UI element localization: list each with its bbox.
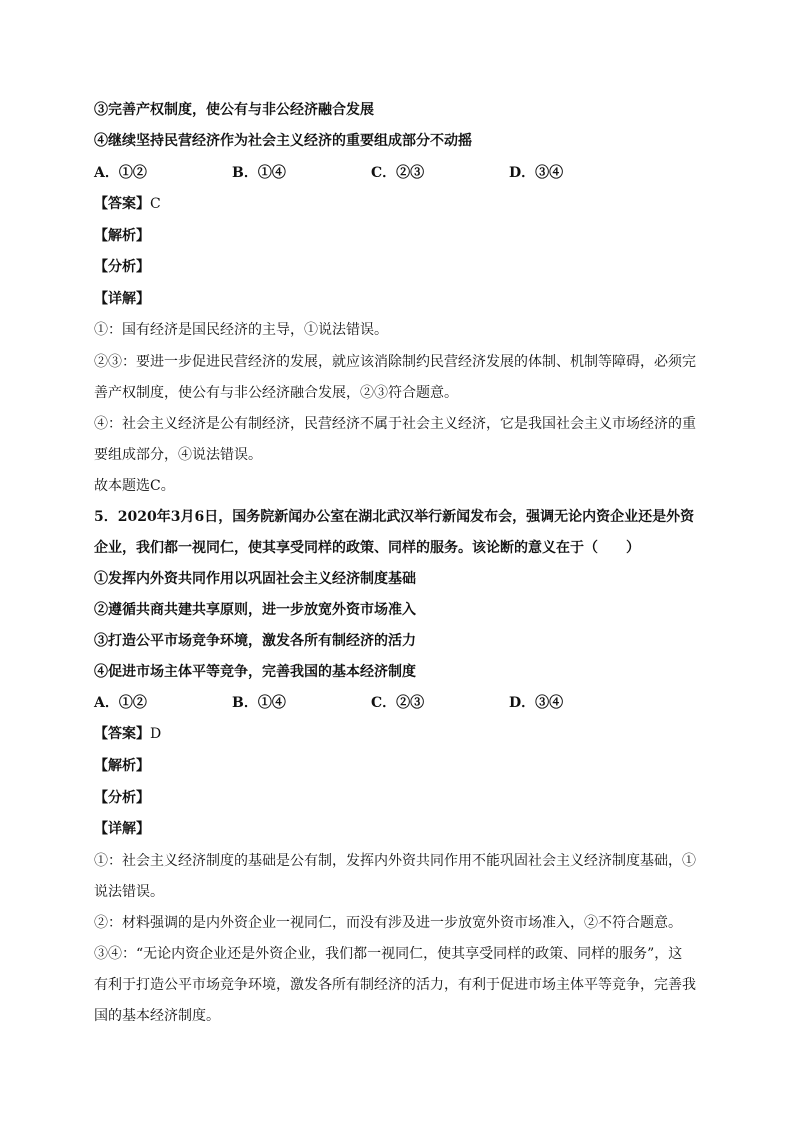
q5-option-b: B．①④ [232, 695, 286, 711]
q5-answer-value: D [150, 726, 162, 742]
q5-statement-4: ④促进市场主体平等竞争，完善我国的基本经济制度 [94, 664, 416, 680]
q4-statement-4: ④继续坚持民营经济作为社会主义经济的重要组成部分不动摇 [94, 133, 472, 149]
q5-answer [94, 724, 700, 744]
q4-answer-value: C [150, 196, 161, 212]
q4-answer-label: 【答案】 [94, 196, 150, 212]
q4-detail-line: 要组成部分，④说法错误。 [94, 447, 262, 463]
q4-option-c: C．②③ [371, 165, 425, 181]
q4-answer [94, 194, 700, 214]
q4-detail-line: ①：国有经济是国民经济的主导，①说法错误。 [94, 322, 388, 338]
q4-statement-3: ③完善产权制度，使公有与非公经济融合发展 [94, 102, 374, 118]
q5-detail-line: ①：社会主义经济制度的基础是公有制，发挥内外资共同作用不能巩固社会主义经济制度基础，① [94, 853, 696, 869]
q5-option-a: A．①② [94, 695, 147, 711]
q4-detail-line: ④：社会主义经济是公有制经济，民营经济不属于社会主义经济，它是我国社会主义市场经济的重 [94, 416, 696, 432]
q5-detail-label: 【详解】 [94, 821, 150, 837]
q5-detail-line: ③④：“无论内资企业还是外资企业，我们都一视同仁，使其享受同样的政策、同样的服务”，这 [94, 946, 683, 962]
q5-statement-1: ①发挥内外资共同作用以巩固社会主义经济制度基础 [94, 571, 416, 587]
q5-stem-line: 企业，我们都一视同仁，使其享受同样的政策、同样的服务。该论断的意义在于（ ） [94, 540, 640, 556]
q5-option-d: D．③④ [509, 695, 564, 711]
q4-detail-label: 【详解】 [94, 291, 150, 307]
q4-detail-line: 善产权制度，使公有与非公经济融合发展，②③符合题意。 [94, 385, 458, 401]
q5-detail-line: ②：材料强调的是内外资企业一视同仁，而没有涉及进一步放宽外资市场准入，②不符合题意。 [94, 915, 682, 931]
q4-fenxi-label: 【分析】 [94, 259, 150, 275]
q5-option-c: C．②③ [371, 695, 425, 711]
q5-detail-line: 有利于打造公平市场竞争环境，激发各所有制经济的活力，有利于促进市场主体平等竞争，完善我 [94, 977, 696, 993]
q5-statement-2: ②遵循共商共建共享原则，进一步放宽外资市场准入 [94, 602, 416, 618]
q5-detail-line: 国的基本经济制度。 [94, 1008, 220, 1024]
q4-option-b: B．①④ [232, 165, 286, 181]
q5-stem-line: 5．2020年3月6日，国务院新闻办公室在湖北武汉举行新闻发布会，强调无论内资企业还是外资 [94, 509, 695, 525]
q5-statement-3: ③打造公平市场竞争环境，激发各所有制经济的活力 [94, 633, 416, 649]
q5-fenxi-label: 【分析】 [94, 790, 150, 806]
q4-detail-line: ②③：要进一步促进民营经济的发展，就应该消除制约民营经济发展的体制、机制等障碍，必须完 [94, 354, 696, 370]
q5-detail-line: 说法错误。 [94, 884, 164, 900]
q5-analysis-label: 【解析】 [94, 758, 150, 774]
q4-conclusion: 故本题选C。 [94, 478, 175, 494]
q5-answer-label: 【答案】 [94, 726, 150, 742]
q4-option-d: D．③④ [509, 165, 564, 181]
q4-analysis-label: 【解析】 [94, 228, 150, 244]
q4-option-a: A．①② [94, 165, 147, 181]
